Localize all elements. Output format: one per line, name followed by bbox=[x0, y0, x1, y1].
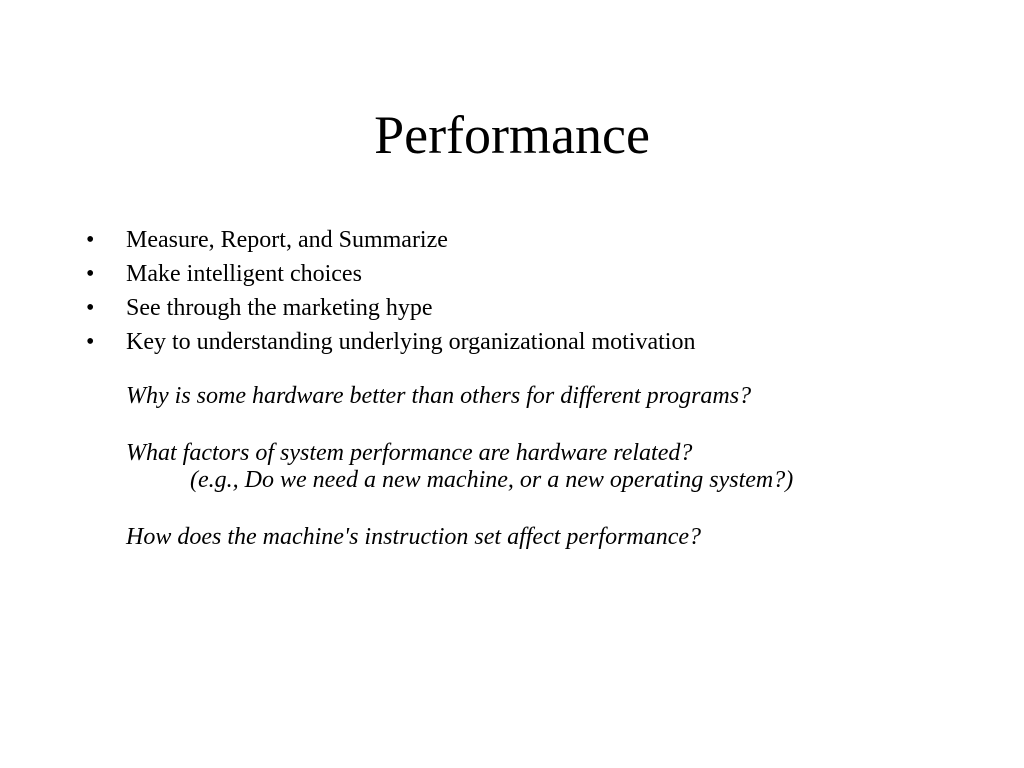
question-block bbox=[126, 380, 793, 554]
bullet-text: See through the marketing hype bbox=[126, 295, 433, 321]
bullet-item bbox=[86, 291, 695, 325]
spacer bbox=[126, 413, 793, 437]
bullet-icon: • bbox=[86, 329, 95, 355]
slide-title: Performance bbox=[374, 105, 650, 165]
bullet-icon: • bbox=[86, 227, 95, 253]
question-instruction-set: How does the machine's instruction set affect performance? bbox=[126, 524, 702, 550]
bullet-item bbox=[86, 223, 695, 257]
bullet-item bbox=[86, 325, 695, 359]
bullet-icon: • bbox=[86, 295, 95, 321]
bullet-text: Measure, Report, and Summarize bbox=[126, 227, 448, 253]
bullet-icon: • bbox=[86, 261, 95, 287]
spacer bbox=[126, 497, 793, 521]
bullet-item bbox=[86, 257, 695, 291]
question-hardware-better: Why is some hardware better than others for different programs? bbox=[126, 383, 752, 409]
question-hardware-factors: What factors of system performance are hardware related? bbox=[126, 440, 693, 466]
question-hardware-factors-detail: (e.g., Do we need a new machine, or a new operating system?) bbox=[190, 467, 794, 493]
bullet-text: Key to understanding underlying organizational motivation bbox=[126, 329, 696, 355]
bullet-list bbox=[86, 223, 695, 359]
bullet-text: Make intelligent choices bbox=[126, 261, 362, 287]
